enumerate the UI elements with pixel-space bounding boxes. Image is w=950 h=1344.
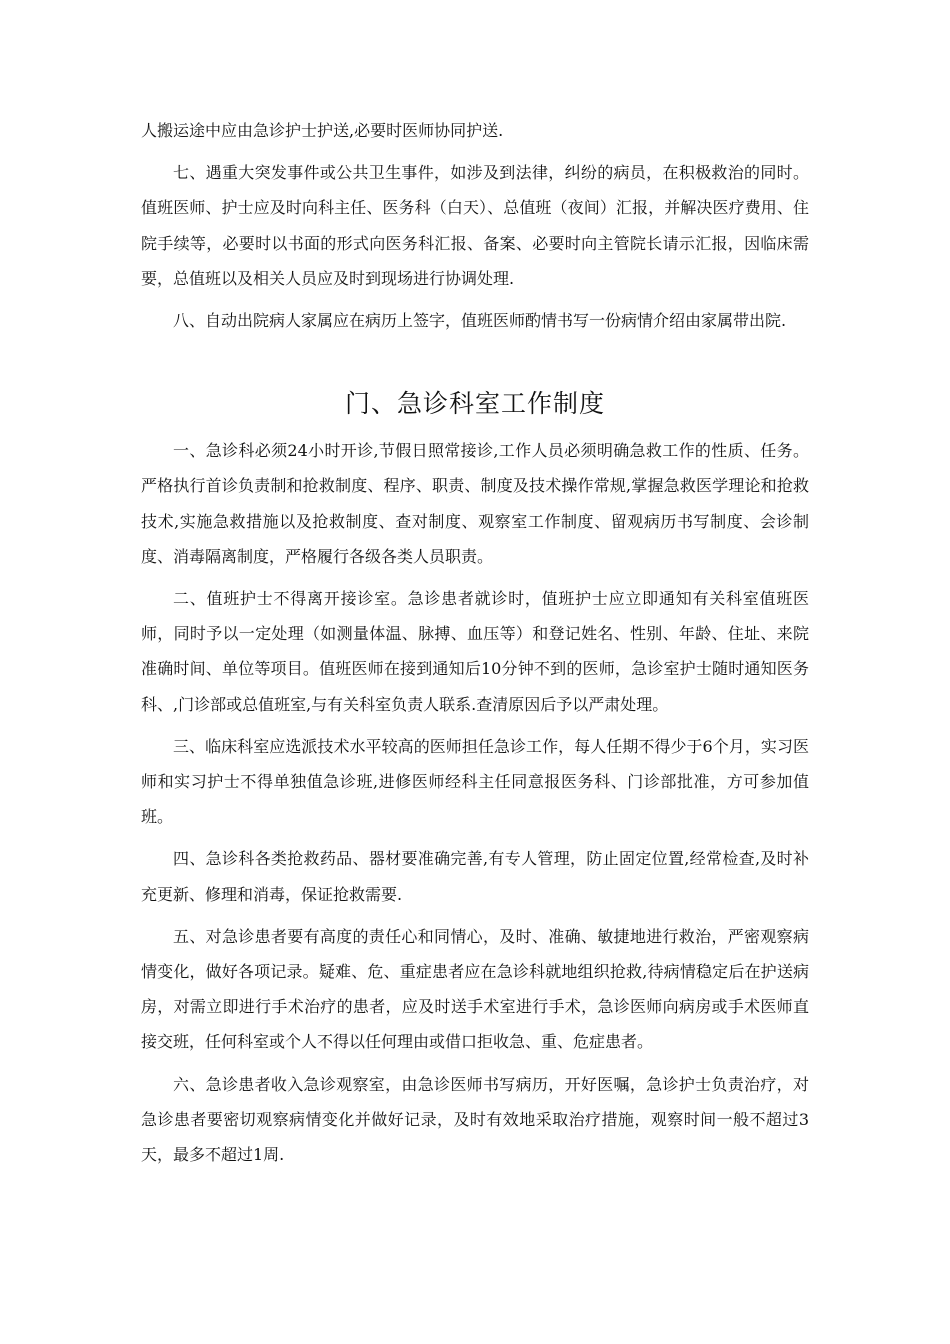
paragraph-item-3: 三、临床科室应选派技术水平较高的医师担任急诊工作，每人任期不得少于6个月，实习医师和实习护士不得单独值急诊班,进修医师经科主任同意报医务科、门诊部批准，方可参加值班。 [141,736,809,827]
section-title: 门、急诊科室工作制度 [344,389,605,419]
document-body [141,113,809,1179]
paragraph-item-1: 一、急诊科必须24小时开诊,节假日照常接诊,工作人员必须明确急救工作的性质、任务。严格执行首诊负责制和抢救制度、程序、职责、制度及技术操作常规,掌握急救医学理论和抢救技术,实施急救措施以及抢救制度、查对制度、观察室工作制度、留观病历书写制度、会诊制度、消毒隔离制度，严格履行各级各类人员职责。 [141,441,809,566]
paragraph-item-6: 六、急诊患者收入急诊观察室，由急诊医师书写病历，开好医嘱，急诊护士负责治疗，对急诊患者要密切观察病情变化并做好记录，及时有效地采取治疗措施，观察时间一般不超过3天，最多不超过1周. [141,1074,809,1165]
paragraph-continuation: 人搬运途中应由急诊护士护送,必要时医师协同护送. [141,121,504,140]
paragraph-item-5: 五、对急诊患者要有高度的责任心和同情心，及时、准确、敏捷地进行救治，严密观察病情变化，做好各项记录。疑难、危、重症患者应在急诊科就地组织抢救,待病情稳定后在护送病房，对需立即进行手术治疗的患者，应及时送手术室进行手术，急诊医师向病房或手术医师直接交班，任何科室或个人不得以任何理由或借口拒收急、重、危症患者。 [141,926,809,1052]
paragraph-item-4: 四、急诊科各类抢救药品、器材要准确完善,有专人管理，防止固定位置,经常检查,及时补充更新、修理和消毒，保证抢救需要. [141,849,809,904]
paragraph-item-2: 二、值班护士不得离开接诊室。急诊患者就诊时，值班护士应立即通知有关科室值班医师，同时予以一定处理（如测量体温、脉搏、血压等）和登记姓名、性别、年龄、住址、来院准确时间、单位等项目。值班医师在接到通知后10分钟不到的医师，急诊室护士随时通知医务科、,门诊部或总值班室,与有关科室负责人联系.查清原因后予以严肃处理。 [141,589,809,714]
paragraph-item-8: 八、自动出院病人家属应在病历上签字，值班医师酌情书写一份病情介绍由家属带出院. [173,311,787,331]
paragraph-item-7: 七、遇重大突发事件或公共卫生事件，如涉及到法律，纠纷的病员，在积极救治的同时。值班医师、护士应及时向科主任、医务科（白天）、总值班（夜间）汇报，并解决医疗费用、住院手续等，必要时以书面的形式向医务科汇报、备案、必要时向主管院长请示汇报，因临床需要，总值班以及相关人员应及时到现场进行协调处理. [141,163,809,288]
